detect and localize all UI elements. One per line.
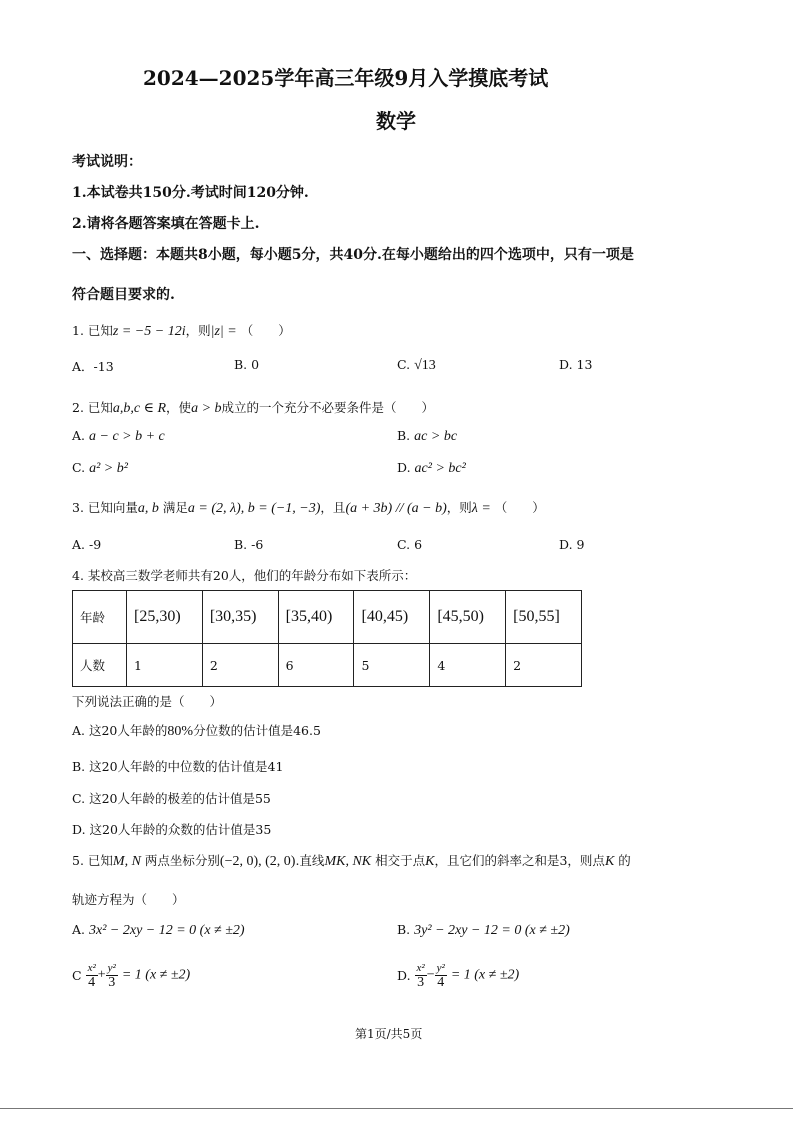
q5-option-b-label: B. bbox=[397, 922, 411, 937]
q5-option-b-math: 3y² − 2xy − 12 = 0 (x ≠ ±2) bbox=[414, 923, 570, 938]
q5-math5: K bbox=[604, 854, 615, 869]
q1-math: z = −5 − 12i bbox=[112, 324, 186, 339]
denominator: 4 bbox=[437, 975, 445, 990]
q5-suffix: 的 bbox=[618, 853, 631, 868]
q5-prefix: 5. 已知 bbox=[72, 853, 113, 868]
q2-option-c bbox=[72, 460, 128, 477]
q2-math: a,b,c ∈ R bbox=[112, 401, 167, 416]
q5-option-a-math: 3x² − 2xy − 12 = 0 (x ≠ ±2) bbox=[89, 923, 245, 938]
numerator: x² bbox=[87, 962, 96, 974]
q3-prefix: 3. 已知向量 bbox=[72, 500, 138, 515]
numerator: y² bbox=[436, 962, 445, 974]
instructions-heading: 考试说明： bbox=[72, 154, 142, 170]
q2-option-d bbox=[397, 460, 466, 477]
table-cell: 1 bbox=[127, 644, 203, 687]
q2-option-c-math: a² > b² bbox=[89, 461, 128, 476]
exam-title: 2024—2025学年高三年级9月入学摸底考试 bbox=[143, 66, 549, 90]
table-cell: [45,50) bbox=[430, 591, 506, 644]
q2-option-b-label: B. bbox=[397, 428, 411, 443]
q4-prompt: 下列说法正确的是（ ） bbox=[72, 694, 223, 709]
q3-mid2: ，且 bbox=[320, 500, 346, 515]
fraction bbox=[435, 962, 447, 989]
q2-math2: a > b bbox=[191, 401, 222, 416]
q4-option-a-math: 80% bbox=[167, 724, 194, 739]
question-1-stem bbox=[72, 321, 291, 340]
q1-suffix: （ ） bbox=[240, 323, 291, 338]
q3-option-b: B. -6 bbox=[234, 537, 264, 552]
numerator: y² bbox=[107, 962, 116, 974]
q2-option-b-math: ac > bc bbox=[414, 429, 458, 444]
section-heading-line-2: 符合题目要求的. bbox=[72, 287, 175, 303]
instructions-line-1: 1.本试卷共150分.考试时间120分钟. bbox=[72, 185, 309, 201]
operator: + bbox=[97, 967, 106, 983]
q5-option-a bbox=[72, 922, 245, 939]
table-cell: 4 bbox=[430, 644, 506, 687]
q5-option-d bbox=[397, 962, 519, 989]
table-row bbox=[73, 644, 582, 687]
q5-stem-line-2: 轨迹方程为（ ） bbox=[72, 892, 185, 907]
q2-prefix: 2. 已知 bbox=[72, 400, 113, 415]
numerator: x² bbox=[416, 962, 425, 974]
q5-math3: MK, NK bbox=[324, 854, 372, 869]
table-cell: 2 bbox=[506, 644, 582, 687]
q1-prefix: 1. 已知 bbox=[72, 323, 113, 338]
q2-option-d-label: D. bbox=[397, 460, 411, 475]
fraction bbox=[106, 962, 118, 989]
table-cell: [50,55] bbox=[506, 591, 582, 644]
q2-option-a-math: a − c > b + c bbox=[89, 429, 165, 444]
q4-option-d: D. 这20人年龄的众数的估计值是35 bbox=[72, 822, 272, 837]
operator: − bbox=[426, 967, 435, 983]
table-cell: [35,40) bbox=[278, 591, 354, 644]
q4-option-a-suffix: 分位数的估计值是46.5 bbox=[193, 723, 321, 738]
q5-option-b bbox=[397, 922, 570, 939]
table-cell: 5 bbox=[354, 644, 430, 687]
q1-option-c bbox=[397, 357, 436, 374]
q5-math4: K bbox=[425, 854, 435, 869]
fraction bbox=[415, 962, 427, 989]
table-cell: 6 bbox=[278, 644, 354, 687]
q3-math4: λ = bbox=[471, 501, 491, 516]
q5-option-a-label: A. bbox=[72, 922, 86, 937]
q3-option-a: A. -9 bbox=[72, 537, 102, 552]
table-cell: [25,30) bbox=[127, 591, 203, 644]
denominator: 3 bbox=[108, 975, 116, 990]
q3-option-d: D. 9 bbox=[559, 537, 585, 552]
instructions-line-2: 2.请将各题答案填在答题卡上. bbox=[72, 216, 260, 232]
q5-option-c-label: C bbox=[72, 968, 82, 983]
q3-math2: a = (2, λ), b = (−1, −3) bbox=[187, 501, 321, 516]
q3-suffix: （ ） bbox=[494, 500, 545, 515]
q2-option-b bbox=[397, 428, 457, 445]
question-5-stem bbox=[72, 851, 631, 870]
q3-math3: (a + 3b) // (a − b) bbox=[345, 501, 447, 516]
q5-mid2: .直线 bbox=[295, 853, 325, 868]
page-bottom-divider bbox=[0, 1108, 793, 1109]
table-cell: 2 bbox=[202, 644, 278, 687]
q2-mid: ，使 bbox=[166, 400, 192, 415]
q4-option-a bbox=[72, 721, 321, 740]
question-3-stem bbox=[72, 498, 545, 517]
subject-title: 数学 bbox=[376, 109, 416, 133]
fraction bbox=[86, 962, 98, 989]
table-header-age: 年龄 bbox=[73, 591, 127, 644]
q2-option-d-math: ac² > bc² bbox=[414, 461, 466, 476]
q3-option-c: C. 6 bbox=[397, 537, 423, 552]
q1-option-a: A．-13 bbox=[72, 359, 114, 374]
q5-mid3: 相交于点 bbox=[375, 853, 426, 868]
q2-option-c-label: C. bbox=[72, 460, 86, 475]
q5-mid: 两点坐标分别 bbox=[144, 853, 220, 868]
q3-mid: 满足 bbox=[162, 500, 188, 515]
page-number: 第1页/共5页 bbox=[355, 1027, 423, 1041]
q5-option-d-tail: = 1 (x ≠ ±2) bbox=[450, 967, 520, 983]
q1-mid: ，则 bbox=[185, 323, 211, 338]
q3-math: a, b bbox=[137, 501, 159, 516]
q4-option-c: C. 这20人年龄的极差的估计值是55 bbox=[72, 791, 271, 806]
denominator: 4 bbox=[88, 975, 96, 990]
q2-suffix: 成立的一个充分不必要条件是（ ） bbox=[221, 400, 435, 415]
question-2-stem bbox=[72, 398, 434, 417]
q1-math2: |z| = bbox=[210, 324, 237, 339]
table-header-count: 人数 bbox=[73, 644, 127, 687]
q1-option-d: D. 13 bbox=[559, 357, 593, 372]
denominator: 3 bbox=[417, 975, 425, 990]
q5-math: M, N bbox=[112, 854, 141, 869]
q5-option-d-label: D. bbox=[397, 968, 411, 983]
q3-mid3: ，则 bbox=[446, 500, 472, 515]
age-distribution-table bbox=[72, 590, 582, 687]
q5-math2: (−2, 0), (2, 0) bbox=[219, 854, 296, 869]
q1-option-b: B. 0 bbox=[234, 357, 260, 372]
q5-option-c bbox=[72, 962, 190, 989]
q5-option-c-tail: = 1 (x ≠ ±2) bbox=[121, 967, 191, 983]
q4-option-a-prefix: A. 这20人年龄的 bbox=[72, 723, 168, 738]
question-4-stem: 4. 某校高三数学老师共有20人，他们的年龄分布如下表所示： bbox=[72, 568, 417, 583]
section-heading-line-1: 一、选择题：本题共8小题，每小题5分，共40分.在每小题给出的四个选项中，只有一项是 bbox=[72, 247, 634, 263]
q4-option-b: B. 这20人年龄的中位数的估计值是41 bbox=[72, 759, 284, 774]
q5-mid4: ，且它们的斜率之和是3，则点 bbox=[434, 853, 605, 868]
table-row bbox=[73, 591, 582, 644]
q1-option-c-label: C. bbox=[397, 357, 411, 372]
q2-option-a-label: A. bbox=[72, 428, 86, 443]
table-cell: [40,45) bbox=[354, 591, 430, 644]
q2-option-a bbox=[72, 428, 165, 445]
q1-option-c-math: √13 bbox=[414, 358, 436, 373]
table-cell: [30,35) bbox=[202, 591, 278, 644]
